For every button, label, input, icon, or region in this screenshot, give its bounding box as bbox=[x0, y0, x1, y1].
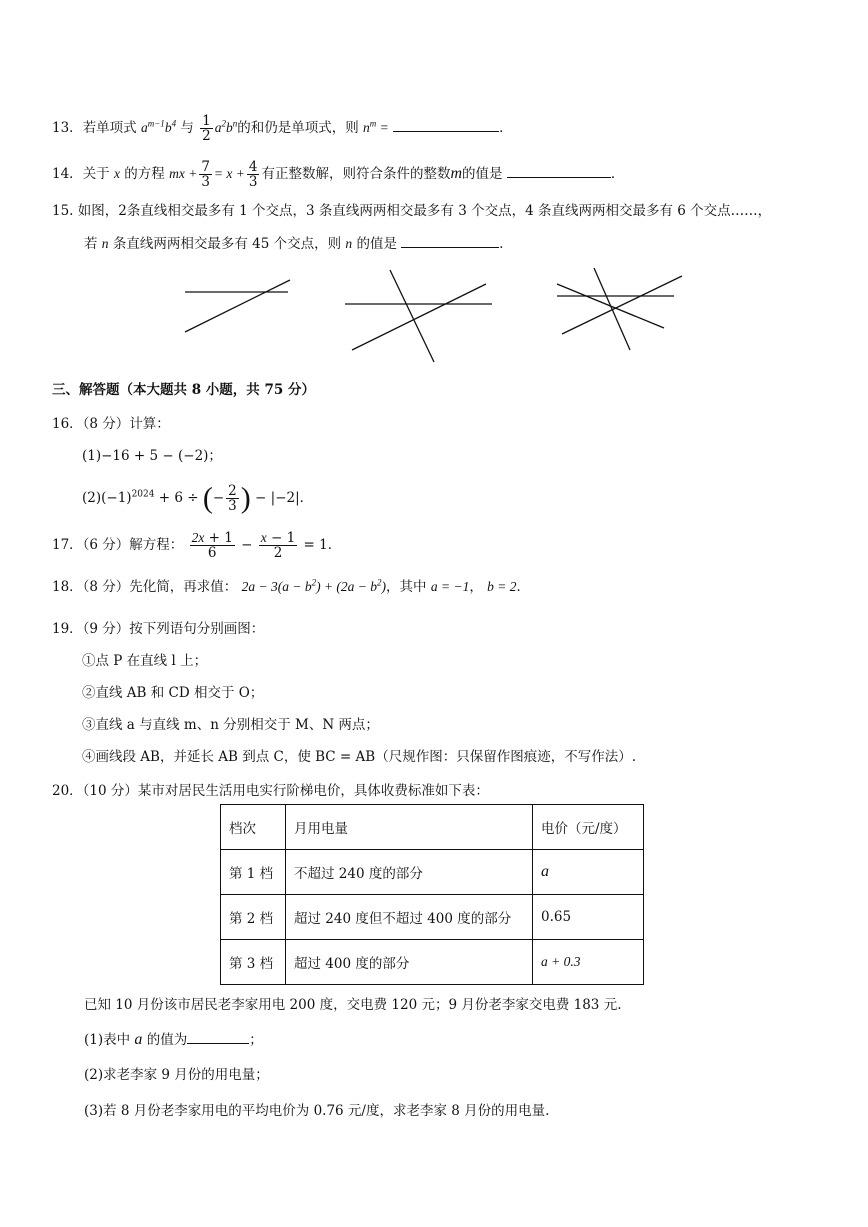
intersecting-lines-figure bbox=[0, 262, 868, 367]
table-cell: 超过 240 度但不超过 400 度的部分 bbox=[286, 895, 533, 940]
table-header-cell: 月用电量 bbox=[286, 805, 533, 850]
table-cell: 第 2 档 bbox=[221, 895, 286, 940]
question-16-part1 bbox=[82, 446, 222, 466]
q15-text-post: 的值是 bbox=[356, 236, 397, 252]
q17-head: 17．（6 分）解方程： bbox=[52, 537, 184, 553]
q14-number: 14． bbox=[52, 166, 83, 182]
q18-end: ． bbox=[516, 579, 530, 595]
q14-var-m: m bbox=[450, 165, 463, 182]
q14-fraction-7-3: $\frac{7}{3}$ bbox=[201, 159, 210, 190]
question-15-line2 bbox=[84, 233, 513, 254]
q19-item-4: ④画线段 AB，并延长 AB 到点 C，使 BC = AB（尺规作图：只保留作图痕迹，不写作法）. bbox=[82, 749, 636, 765]
table-cell: 不超过 240 度的部分 bbox=[286, 850, 533, 895]
table-cell: 0.65 bbox=[533, 895, 644, 940]
table-cell: 第 3 档 bbox=[221, 940, 286, 985]
q15-answer-blank[interactable] bbox=[401, 233, 499, 248]
q14-text-3: 的值是 bbox=[462, 166, 503, 182]
q14-var-x: x bbox=[113, 166, 120, 181]
q13-number: 13． bbox=[52, 120, 83, 136]
q15-var-n: n bbox=[101, 236, 109, 251]
q18-head: 18．（8 分）先化简，再求值： bbox=[52, 579, 238, 595]
q20-sub1 bbox=[84, 1029, 263, 1050]
q14-equation-rhs: = x + bbox=[213, 166, 245, 181]
q20-sub3: (3)若 8 月份老李家用电的平均电价为 0.76 元/度，求老李家 8 月份的用电量. bbox=[84, 1103, 550, 1119]
figure2-line-steep bbox=[390, 270, 434, 362]
q18-b-value: b = 2 bbox=[487, 579, 517, 594]
question-15-line1: 15. 如图，2条直线相交最多有 1 个交点，3 条直线两两相交最多有 3 个交点，4 条直线两两相交最多有 6 个交点……， bbox=[52, 203, 772, 219]
q20-sub1-var-a: a bbox=[134, 1031, 143, 1048]
table-cell: a bbox=[533, 850, 644, 895]
q19-item-3: ③直线 a 与直线 m、n 分别相交于 M、N 两点； bbox=[82, 717, 379, 733]
q15-text-pre: 若 bbox=[84, 236, 98, 252]
q14-text-2: 有正整数解，则符合条件的整数 bbox=[261, 166, 451, 182]
q17-rhs: = 1 bbox=[303, 537, 328, 553]
q20-sub1-post: 的值为 bbox=[146, 1032, 188, 1048]
question-19-head: 19．（9 分）按下列语句分别画图： bbox=[52, 621, 265, 637]
q18-a-value: a = −1 bbox=[430, 579, 470, 594]
figure3-line-rising bbox=[562, 276, 682, 334]
q13-monomial-1: $a^{m-1}b^4$ bbox=[140, 118, 177, 135]
q14-end: ． bbox=[610, 166, 625, 182]
q13-end: ． bbox=[499, 120, 513, 136]
table-row bbox=[221, 895, 644, 940]
q15-end: ． bbox=[499, 236, 513, 252]
table-row bbox=[221, 940, 644, 985]
q13-answer-blank[interactable] bbox=[393, 117, 499, 132]
q14-equation-lhs: mx + bbox=[169, 166, 198, 181]
table-row bbox=[221, 850, 644, 895]
figure3-line-steep bbox=[594, 268, 630, 350]
q13-text-pre: 若单项式 bbox=[82, 120, 137, 136]
table-cell: 第 1 档 bbox=[221, 850, 286, 895]
q17-fraction-right: $\frac{x - 1}{2}$ bbox=[260, 530, 296, 561]
section-3-title: 三、解答题（本大题共 8 小题，共 75 分） bbox=[52, 382, 315, 398]
q13-text-mid: 与 bbox=[180, 120, 194, 136]
table-cell: 超过 400 度的部分 bbox=[286, 940, 533, 985]
table-header-row bbox=[221, 805, 644, 850]
q14-text-pre: 关于 bbox=[82, 166, 110, 182]
q19-item-2: ②直线 AB 和 CD 相交于 O； bbox=[82, 685, 264, 701]
q13-fraction-half: $\frac{1}{2}$ bbox=[202, 113, 211, 144]
q18-cond: ，其中 bbox=[386, 579, 427, 595]
q20-sub1-answer-blank[interactable] bbox=[187, 1029, 249, 1044]
q19-item-1: ①点 P 在直线 l 上； bbox=[82, 653, 208, 669]
table-header-cell: 档次 bbox=[221, 805, 286, 850]
q20-info: 已知 10 月份该市居民老李家用电 200 度，交电费 120 元；9 月份老李家交电费 183 元. bbox=[84, 997, 622, 1013]
q16-p2-end: ． bbox=[299, 490, 314, 506]
q20-sub2: (2)求老李家 9 月份的用电量； bbox=[84, 1067, 269, 1083]
q17-end: ． bbox=[327, 537, 342, 553]
figure2-line-rising bbox=[352, 284, 486, 350]
question-14 bbox=[52, 160, 624, 189]
q20-sub1-pre: (1)表中 bbox=[84, 1032, 131, 1048]
q17-fraction-left: $\frac{2x + 1}{6}$ bbox=[191, 530, 233, 561]
question-18: 18．（8 分）先化简，再求值： $2a - 3(a - b^2) + (2a - b^2)$，其中 a = −1， b = 2． bbox=[52, 577, 530, 595]
question-16-part2 bbox=[82, 481, 314, 515]
electricity-price-table bbox=[220, 804, 644, 985]
question-20-head: 20．（10 分）某市对居民生活用电实行阶梯电价，具体收费标准如下表： bbox=[52, 783, 489, 799]
q14-fraction-4-3: $\frac{4}{3}$ bbox=[248, 159, 258, 190]
q20-sub1-end: ； bbox=[249, 1032, 263, 1048]
table-header-cell: 电价（元/度） bbox=[533, 805, 644, 850]
figure1-line-diagonal bbox=[185, 280, 290, 332]
question-13 bbox=[52, 114, 513, 143]
q15-text-mid: 条直线两两相交最多有 45 个交点，则 bbox=[112, 236, 342, 252]
q15-var-n-2: n bbox=[345, 236, 353, 251]
q14-answer-blank[interactable] bbox=[507, 163, 611, 178]
question-16-head: 16．（8 分）计算： bbox=[52, 416, 170, 432]
q16-p2-label: (2) bbox=[82, 490, 102, 506]
q13-target: $n^m$ = bbox=[363, 118, 389, 135]
q16-p1-label: (1) bbox=[82, 448, 102, 464]
table-cell: a + 0.3 bbox=[533, 940, 644, 985]
q16-p2-expr: $(-1)^{2024} + 6$ ÷ (− $\frac{2}{3}$ ) − |−2| bbox=[101, 481, 300, 515]
q18-expression: $2a - 3(a - b^2) + (2a - b^2)$ bbox=[241, 577, 387, 594]
q13-text-post: 的和仍是单项式，则 bbox=[237, 120, 359, 136]
q16-p1-expr: −16 + 5 − (−2)； bbox=[101, 448, 222, 464]
q13-monomial-2: $a^2b^n$ bbox=[214, 118, 238, 135]
q14-text-1: 的方程 bbox=[124, 166, 165, 182]
question-17: 17．（6 分）解方程： $\frac{2x + 1}{6}$ − $\frac{x - 1}{2}$ = 1． bbox=[52, 530, 342, 561]
